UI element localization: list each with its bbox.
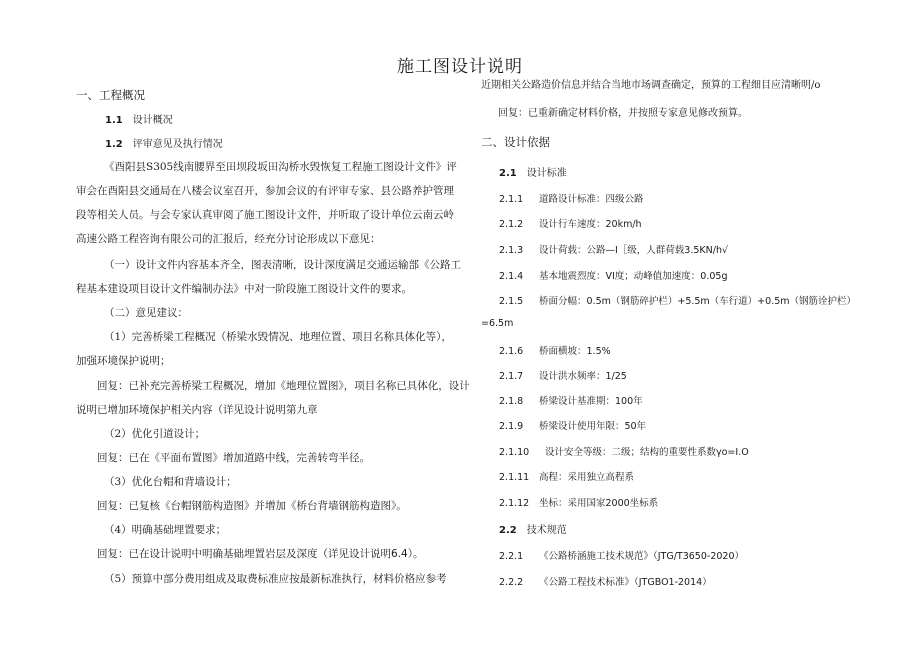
spec-item: 2.1.10 设计安全等级：二级；结构的重要性系数γo=I.O: [499, 447, 749, 458]
spec-item: 2.1.8 桥梁设计基准期：100年: [499, 396, 643, 407]
spec-item: 2.1.7 设计洪水频率：1/25: [499, 371, 627, 382]
suggestion-item: （5）预算中部分费用组成及取费标准应按最新标准执行，材料价格应参考: [104, 573, 447, 585]
reply-line: 回复：已复核《台帽钢筋构造图》并增加《桥台背墙钢筋构造图》。: [97, 500, 407, 512]
spec-item-continuation: =6.5m: [481, 318, 514, 329]
paragraph-line: （二）意见建议：: [104, 307, 188, 319]
subsection-label: 技术规范: [526, 525, 567, 536]
reply-line: 说明已增加环境保护相关内容（详见设计说明第九章: [76, 404, 318, 416]
subsection-number: 2.2: [499, 525, 517, 536]
paragraph-line: （一）设计文件内容基本齐全，图表清晰，设计深度满足交通运输部《公路工: [104, 259, 461, 271]
spec-item: 2.1.4 基本地震烈度：VI度；动峰值加速度：0.05g: [499, 271, 728, 282]
reply-line: 回复：已重新确定材料价格，并按照专家意见修改预算。: [498, 108, 748, 119]
subsection-number: 1.2: [105, 139, 123, 150]
subsection-2-1: [499, 164, 567, 179]
spec-item: 2.1.6 桥面横坡：1.5%: [499, 346, 611, 357]
spec-item: 2.1.12 坐标：采用国家2000坐标系: [499, 498, 659, 509]
suggestion-item: （2）优化引道设计；: [104, 428, 206, 440]
subsection-label: 设计概况: [132, 115, 173, 126]
suggestion-item: （1）完善桥梁工程概况（桥梁水毁情况、地理位置、项目名称具体化等），: [104, 331, 452, 343]
paragraph-line: 高速公路工程咨询有限公司的汇报后，经充分讨论形成以下意见：: [76, 233, 381, 245]
paragraph-line: 《酉阳县S305线南腰界至田坝段坂田沟桥水毁恢复工程施工图设计文件》评: [104, 161, 457, 173]
spec-item: 2.1.11 高程：采用独立高程系: [499, 472, 635, 483]
spec-item: 2.1.1 道路设计标准：四级公路: [499, 194, 644, 205]
norm-item: 2.2.1 《公路桥涵施工技术规范》（JTG/T3650-2020）: [499, 551, 745, 562]
paragraph-line: 审会在酉阳县交通局在八楼会议室召开，参加会议的有评审专家、县公路养护管理: [76, 185, 454, 197]
reply-line: 回复：已在《平面布置图》增加道路中线，完善转弯半径。: [97, 452, 370, 464]
subsection-1-1: [105, 111, 173, 126]
suggestion-item: 加强环境保护说明；: [76, 355, 171, 367]
subsection-label: 评审意见及执行情况: [132, 139, 223, 150]
reply-line: 回复：已补充完善桥梁工程概况，增加《地理位置图》，项目名称已具体化，设计: [97, 380, 470, 392]
norm-item: 2.2.2 《公路工程技术标准》（JTGBO1-2014）: [499, 577, 712, 588]
subsection-label: 设计标准: [526, 168, 567, 179]
subsection-number: 1.1: [105, 115, 123, 126]
page-title: 施工图设计说明: [397, 57, 523, 77]
reply-line: 回复：已在设计说明中明确基础埋置岩层及深度（详见设计说明6.4）。: [97, 548, 424, 560]
section-1-heading: 一、工程概况: [76, 88, 145, 102]
spec-item: 2.1.3 设计荷载：公路—I［级，人群荷载3.5KN/h√: [499, 245, 729, 256]
suggestion-item: （4）明确基础埋置要求；: [104, 524, 227, 536]
paragraph-line: 近期相关公路造价信息并结合当地市场调查确定，预算的工程细目应清晰明/o: [481, 80, 821, 91]
suggestion-item: （3）优化台帽和背墙设计；: [104, 476, 237, 488]
section-2-heading: 二、设计依据: [481, 135, 550, 149]
subsection-number: 2.1: [499, 168, 517, 179]
spec-item: 2.1.2 设计行车速度：20km/h: [499, 219, 642, 230]
subsection-2-2: [499, 521, 567, 536]
spec-item: 2.1.9 桥梁设计使用年限：50年: [499, 421, 647, 432]
paragraph-line: 段等相关人员。与会专家认真审阅了施工图设计文件，并听取了设计单位云南云岭: [76, 209, 454, 221]
spec-item: 2.1.5 桥面分幅：0.5m（钢筋碎护栏）+5.5m（车行道）+0.5m（钢筋诠护栏）: [499, 296, 857, 307]
subsection-1-2: [105, 135, 223, 150]
paragraph-line: 程基本建设项目设计文件编制办法》中对一阶段施工图设计文件的要求。: [76, 283, 412, 295]
